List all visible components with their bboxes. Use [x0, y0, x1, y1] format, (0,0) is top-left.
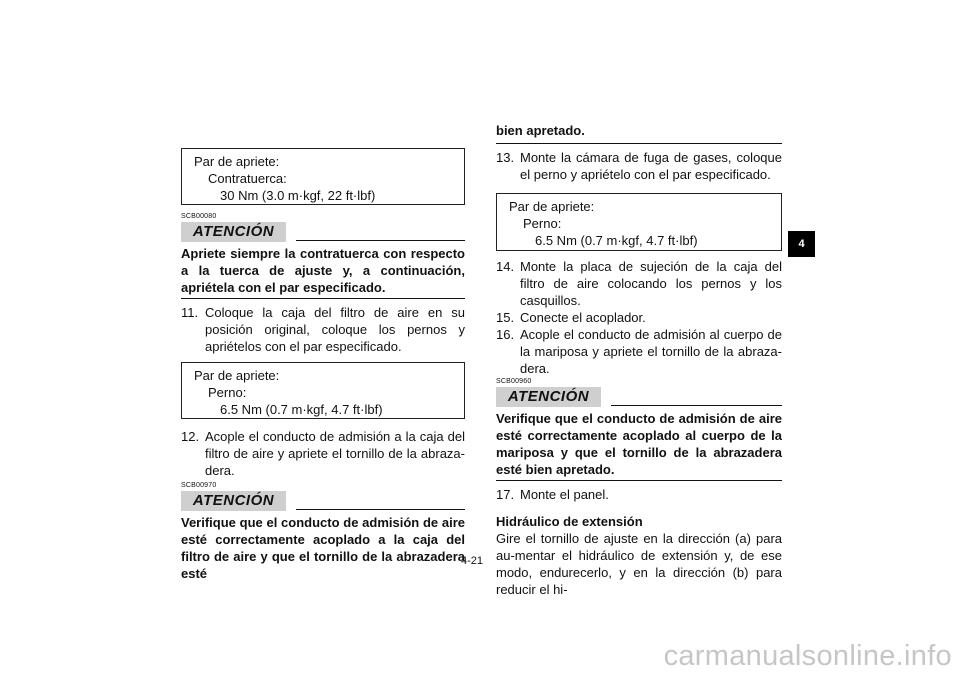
- right-column: [496, 122, 782, 598]
- step-text: Acople el conducto de admisión al cuerpo de la mariposa y apriete el tornillo de la abraza-dera.: [520, 327, 782, 376]
- section-text: Gire el tornillo de ajuste en la dirección (a) para au-mentar el hidráulico de extensión y, de ese modo, endurecerlo, y en la dirección (b) para reducir el hi-: [496, 531, 782, 597]
- step-text: Acople el conducto de admisión a la caja del filtro de aire y apriete el tornillo de la abraza-dera.: [205, 429, 465, 478]
- step-item: [181, 304, 465, 355]
- spec-title: Par de apriete:: [194, 368, 280, 383]
- spec-title: Par de apriete:: [509, 199, 595, 214]
- caution-heading: [181, 491, 465, 511]
- torque-spec-box: [496, 193, 782, 251]
- step-number: 16.: [496, 327, 515, 342]
- left-column: [181, 148, 465, 584]
- step-item: [496, 309, 782, 326]
- spec-part: Contratuerca:: [208, 171, 287, 186]
- step-item: [181, 428, 465, 479]
- step-number: 12.: [181, 429, 200, 444]
- caution-rule: [296, 240, 465, 241]
- torque-spec-box: [181, 362, 465, 419]
- step-number: 14.: [496, 259, 515, 274]
- caution-text: Verifique que el conducto de admisión de aire esté correctamente acoplado al cuerpo de la mariposa y que el tornillo de la abrazadera esté bien apretado.: [496, 407, 782, 481]
- page-number: 4-21: [461, 555, 484, 567]
- caution-heading: [496, 387, 782, 407]
- caution-code: SCB00970: [181, 482, 217, 489]
- section-title: Hidráulico de extensión: [496, 514, 643, 529]
- spec-value: 6.5 Nm (0.7 m·kgf, 4.7 ft·lbf): [220, 402, 383, 417]
- spec-value: 30 Nm (3.0 m·kgf, 22 ft·lbf): [220, 188, 376, 203]
- caution-badge: ATENCIÓN: [181, 222, 286, 242]
- caution-rule: [296, 509, 465, 510]
- step-number: 13.: [496, 150, 515, 165]
- step-item: [496, 326, 782, 377]
- step-item: [496, 486, 782, 503]
- caution-badge: ATENCIÓN: [496, 387, 601, 407]
- chapter-tab: 4: [788, 231, 815, 257]
- caution-badge: ATENCIÓN: [181, 491, 286, 511]
- spec-value: 6.5 Nm (0.7 m·kgf, 4.7 ft·lbf): [535, 233, 698, 248]
- caution-code: SCB00080: [181, 213, 217, 220]
- spec-part: Perno:: [523, 216, 562, 231]
- step-item: [496, 149, 782, 183]
- caution-text: Apriete siempre la contratuerca con respecto a la tuerca de ajuste y, a continuación, apriétela con el par especificado.: [181, 242, 465, 299]
- caution-rule: [611, 405, 782, 406]
- step-text: Conecte el acoplador.: [520, 310, 646, 325]
- caution-text: Verifique que el conducto de admisión de aire esté correctamente acoplado a la caja del filtro de aire y que el tornillo de la abrazadera esté: [181, 515, 465, 581]
- step-number: 17.: [496, 487, 515, 502]
- continued-caution-text: bien apretado.: [496, 122, 782, 144]
- watermark: carmanualsonline.info: [663, 640, 952, 672]
- torque-spec-box: [181, 148, 465, 205]
- step-number: 15.: [496, 310, 515, 325]
- step-number: 11.: [181, 305, 199, 320]
- spec-title: Par de apriete:: [194, 154, 280, 169]
- step-text: Coloque la caja del filtro de aire en su posición original, coloque los pernos y apriételos con el par especificado.: [205, 305, 465, 354]
- step-text: Monte la placa de sujeción de la caja del filtro de aire colocando los pernos y los casquillos.: [520, 259, 782, 308]
- step-item: [496, 258, 782, 309]
- caution-heading: [181, 222, 465, 242]
- spec-part: Perno:: [208, 385, 247, 400]
- step-text: Monte la cámara de fuga de gases, coloque el perno y apriételo con el par especificado.: [520, 150, 782, 182]
- caution-code: SCB00960: [496, 378, 532, 385]
- step-text: Monte el panel.: [520, 487, 609, 502]
